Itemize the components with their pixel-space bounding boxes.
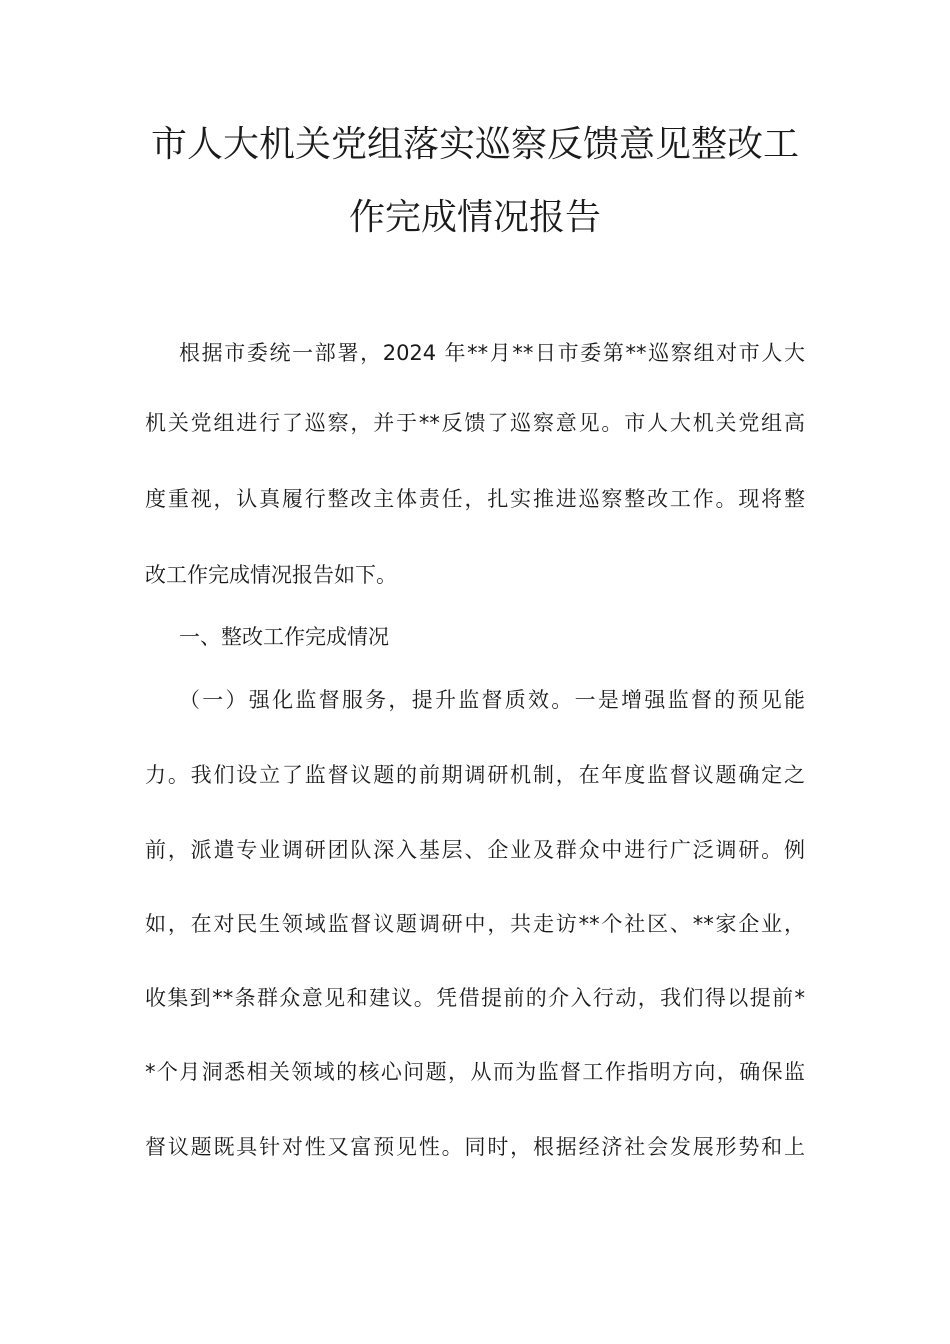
document-title-line-1: 市人大机关党组落实巡察反馈意见整改工 <box>150 124 799 165</box>
document-title-line-2: 作完成情况报告 <box>348 197 601 238</box>
paragraph-1-line-4: 改工作完成情况报告如下。 <box>145 563 397 587</box>
paragraph-2-line-2: 力。我们设立了监督议题的前期调研机制，在年度监督议题确定之 <box>145 763 805 787</box>
paragraph-1-line-3: 度重视，认真履行整改主体责任，扎实推进巡察整改工作。现将整 <box>145 487 805 511</box>
paragraph-1-line-2: 机关党组进行了巡察，并于**反馈了巡察意见。市人大机关党组高 <box>145 411 805 435</box>
section-heading-1: 一、整改工作完成情况 <box>179 625 389 649</box>
paragraph-2-line-6: *个月洞悉相关领域的核心问题，从而为监督工作指明方向，确保监 <box>145 1060 805 1084</box>
paragraph-2-line-1: （一）强化监督服务，提升监督质效。一是增强监督的预见能 <box>179 688 805 712</box>
paragraph-2-line-3: 前，派遣专业调研团队深入基层、企业及群众中进行广泛调研。例 <box>145 838 805 862</box>
paragraph-2-line-5: 收集到**条群众意见和建议。凭借提前的介入行动，我们得以提前* <box>145 986 805 1010</box>
paragraph-2-line-7: 督议题既具针对性又富预见性。同时，根据经济社会发展形势和上 <box>145 1135 805 1159</box>
paragraph-2-line-4: 如，在对民生领域监督议题调研中，共走访**个社区、**家企业， <box>145 912 805 936</box>
paragraph-1-line-1: 根据市委统一部署，2024 年**月**日市委第**巡察组对市人大 <box>179 341 805 365</box>
